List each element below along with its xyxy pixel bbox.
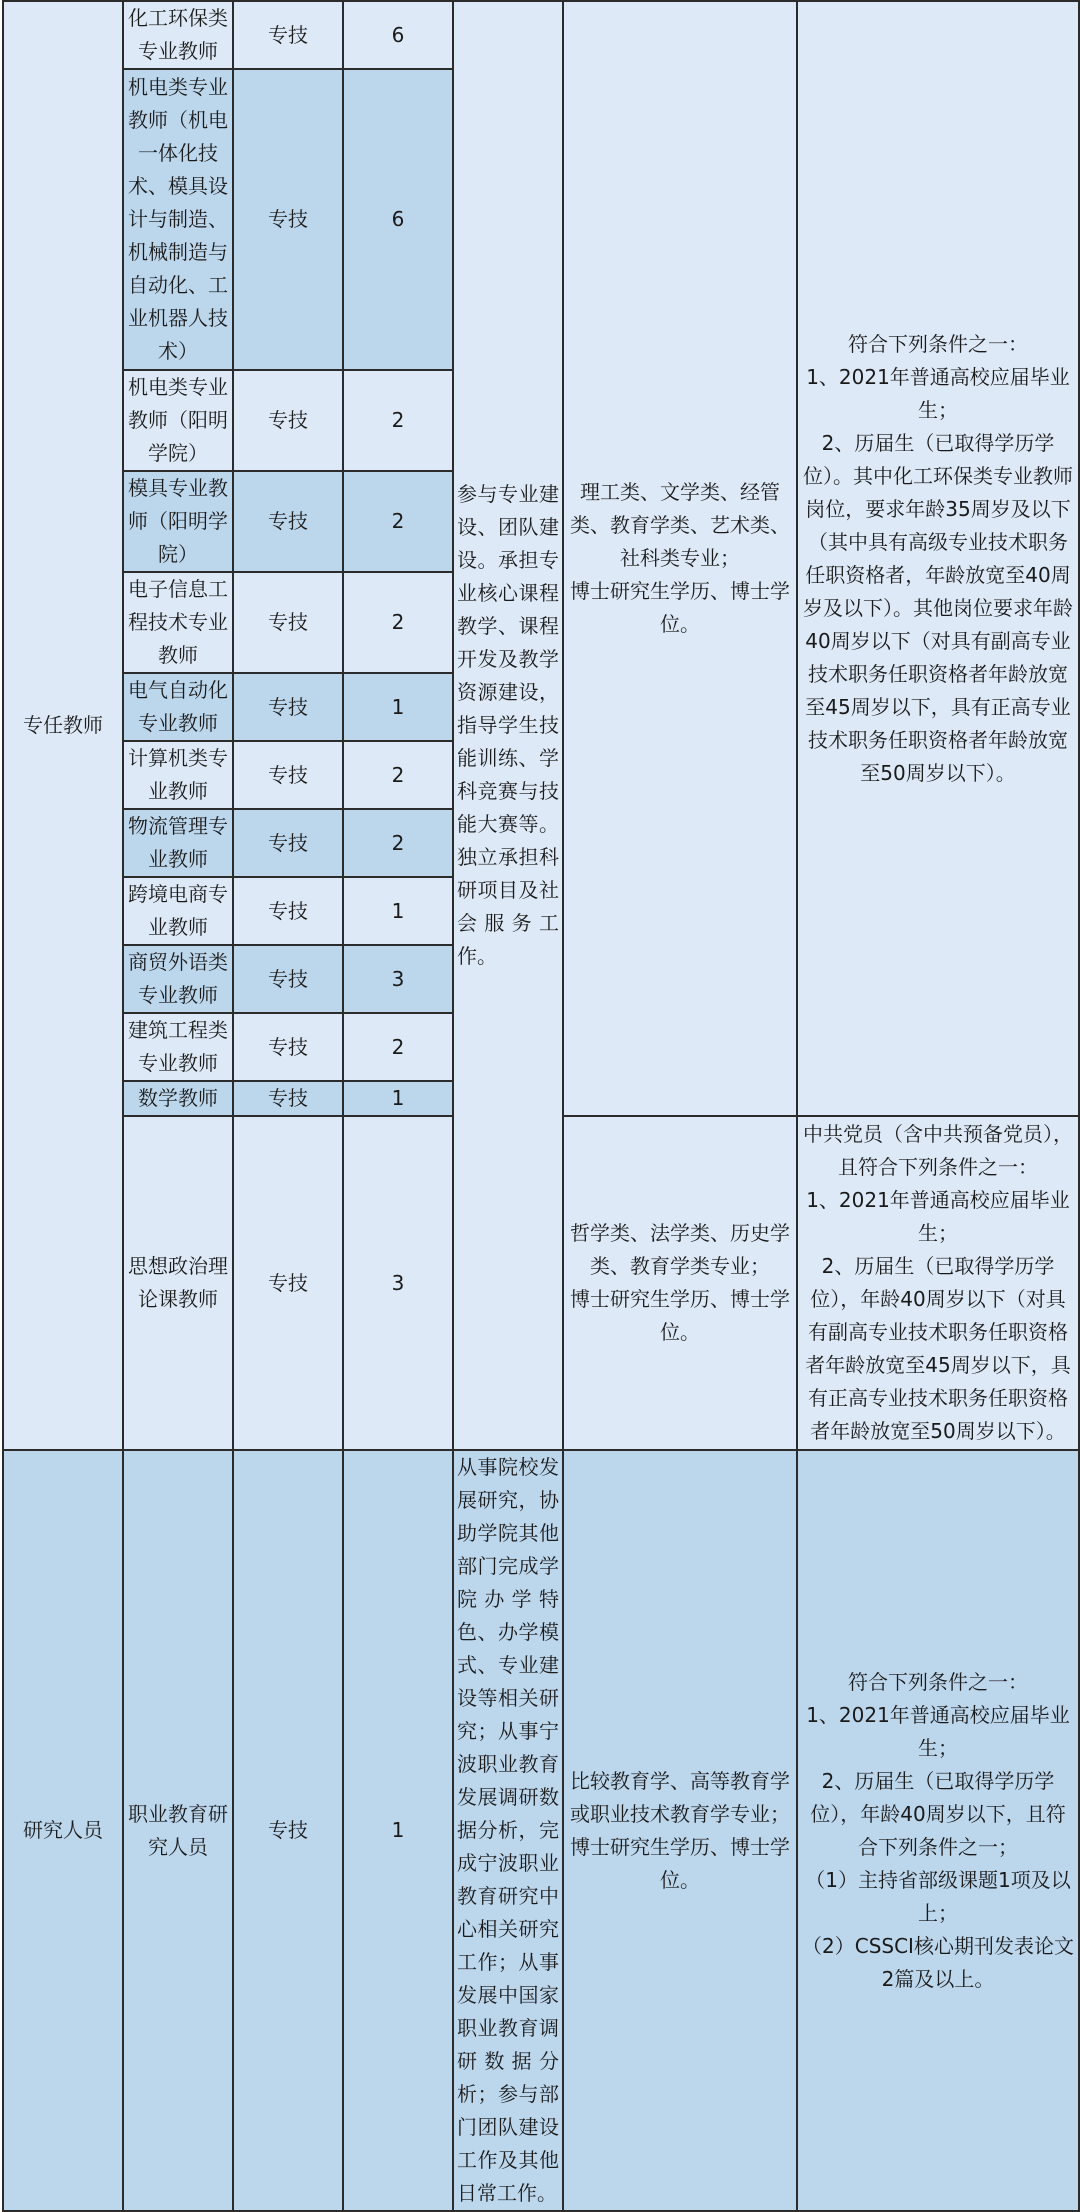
post-name-cell: 思想政治理论课教师 — [123, 1116, 233, 1450]
post-type-cell: 专技 — [233, 809, 343, 877]
post-type-cell: 专技 — [233, 1013, 343, 1081]
post-count-cell: 3 — [343, 945, 453, 1013]
post-name-cell: 电气自动化专业教师 — [123, 673, 233, 741]
majors-cell: 哲学类、法学类、历史学类、教育学类专业； 博士研究生学历、博士学位。 — [563, 1116, 797, 1450]
post-type-cell: 专技 — [233, 1, 343, 69]
post-type-cell: 专技 — [233, 945, 343, 1013]
majors-cell: 比较教育学、高等教育学或职业技术教育学专业； 博士研究生学历、博士学位。 — [563, 1450, 797, 2211]
post-type-cell: 专技 — [233, 741, 343, 809]
post-count-cell: 6 — [343, 1, 453, 69]
category-cell: 专任教师 — [3, 1, 123, 1450]
post-type-cell: 专技 — [233, 572, 343, 673]
post-name-cell: 模具专业教师（阳明学院） — [123, 471, 233, 572]
post-count-cell: 2 — [343, 741, 453, 809]
post-count-cell: 3 — [343, 1116, 453, 1450]
post-count-cell: 2 — [343, 1013, 453, 1081]
post-type-cell: 专技 — [233, 370, 343, 471]
post-count-cell: 1 — [343, 877, 453, 945]
post-name-cell: 商贸外语类专业教师 — [123, 945, 233, 1013]
post-name-cell: 物流管理专业教师 — [123, 809, 233, 877]
post-name-cell: 机电类专业教师（机电一体化技术、模具设计与制造、机械制造与自动化、工业机器人技术） — [123, 69, 233, 370]
post-type-cell: 专技 — [233, 471, 343, 572]
post-name-cell: 计算机类专业教师 — [123, 741, 233, 809]
post-name-cell: 职业教育研究人员 — [123, 1450, 233, 2211]
requirements-cell: 符合下列条件之一： 1、2021年普通高校应届毕业生； 2、历届生（已取得学历学位）。其中化工环保类专业教师岗位，要求年龄35周岁及以下（其中具有高级专业技术职务任职资格者，年龄放宽至40周岁及以下）。其他岗位要求年龄40周岁以下（对具有副高专业技术职务任职资格者年龄放宽至45周岁以下，具有正高专业技术职务任职资格者年龄放宽至50周岁以下）。 — [797, 1, 1079, 1116]
post-count-cell: 2 — [343, 370, 453, 471]
requirements-cell: 中共党员（含中共预备党员），且符合下列条件之一： 1、2021年普通高校应届毕业生； 2、历届生（已取得学历学位），年龄40周岁以下（对具有副高专业技术职务任职资格者年龄放宽至45周岁以下，具有正高专业技术职务任职资格者年龄放宽至50周岁以下）。 — [797, 1116, 1079, 1450]
post-type-cell: 专技 — [233, 69, 343, 370]
post-type-cell: 专技 — [233, 1116, 343, 1450]
post-type-cell: 专技 — [233, 1450, 343, 2211]
post-type-cell: 专技 — [233, 673, 343, 741]
majors-cell: 理工类、文学类、经管类、教育学类、艺术类、社科类专业； 博士研究生学历、博士学位。 — [563, 1, 797, 1116]
post-count-cell: 2 — [343, 809, 453, 877]
duties-cell: 参与专业建设、团队建设。承担专业核心课程教学、课程开发及教学资源建设，指导学生技能训练、学科竞赛与技能大赛等。独立承担科研项目及社会服务工作。 — [453, 1, 563, 1450]
post-name-cell: 化工环保类专业教师 — [123, 1, 233, 69]
post-count-cell: 2 — [343, 471, 453, 572]
post-name-cell: 电子信息工程技术专业教师 — [123, 572, 233, 673]
post-name-cell: 跨境电商专业教师 — [123, 877, 233, 945]
post-type-cell: 专技 — [233, 1081, 343, 1116]
post-count-cell: 1 — [343, 673, 453, 741]
post-count-cell: 6 — [343, 69, 453, 370]
post-type-cell: 专技 — [233, 877, 343, 945]
duties-cell: 从事院校发展研究，协助学院其他部门完成学院办学特色、办学模式、专业建设等相关研究；从事宁波职业教育发展调研数据分析，完成宁波职业教育研究中心相关研究工作；从事发展中国家职业教育调研数据分析；参与部门团队建设工作及其他日常工作。 — [453, 1450, 563, 2211]
post-count-cell: 1 — [343, 1081, 453, 1116]
post-name-cell: 建筑工程类专业教师 — [123, 1013, 233, 1081]
post-count-cell: 2 — [343, 572, 453, 673]
post-count-cell: 1 — [343, 1450, 453, 2211]
requirements-cell: 符合下列条件之一： 1、2021年普通高校应届毕业生； 2、历届生（已取得学历学位），年龄40周岁以下，且符合下列条件之一； （1）主持省部级课题1项及以上； （2）CSSCI核心期刊发表论文2篇及以上。 — [797, 1450, 1079, 2211]
post-name-cell: 机电类专业教师（阳明学院） — [123, 370, 233, 471]
post-name-cell: 数学教师 — [123, 1081, 233, 1116]
category-cell: 研究人员 — [3, 1450, 123, 2211]
recruitment-table — [2, 0, 1080, 2212]
